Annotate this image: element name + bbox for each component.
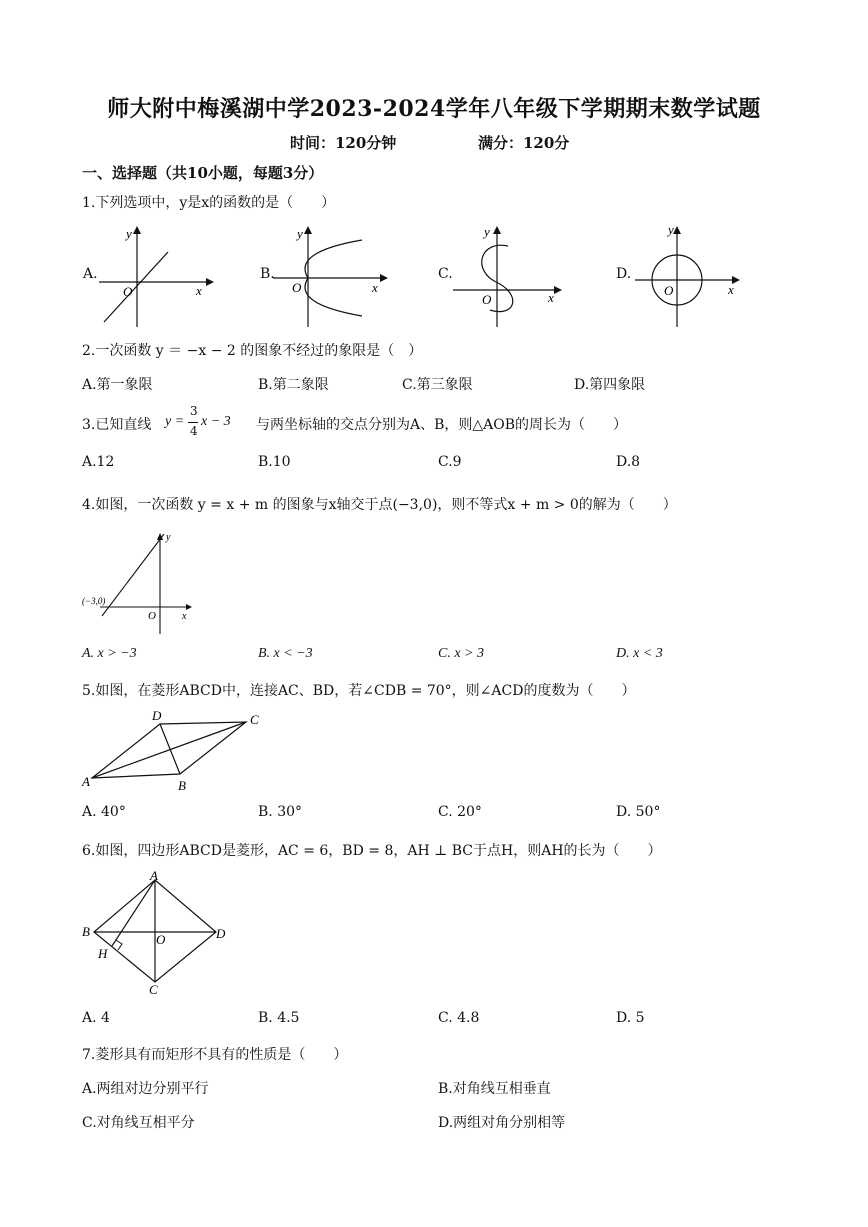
q1c-x-label: x [548, 290, 554, 305]
q5-label-b: B [178, 778, 186, 793]
q4-origin-label: O [148, 610, 156, 622]
q7-option-a: A.两组对边分别平行 [82, 1081, 209, 1097]
q4-point-label: (−3,0) [82, 596, 106, 606]
q6-option-b: B. 4.5 [258, 1010, 300, 1026]
q1-graph-d [632, 222, 744, 328]
q1-graph-b [270, 222, 390, 328]
q1-graph-c [450, 222, 570, 328]
q3-option-c: C.9 [438, 454, 462, 470]
q1-graph-a [96, 222, 216, 328]
q4-option-d: D. x < 3 [616, 646, 663, 661]
q3-fraction-numerator: 3 [190, 404, 198, 418]
q1c-origin-label: O [482, 292, 492, 307]
q1c-y-label: y [484, 224, 490, 239]
q7-option-b: B.对角线互相垂直 [438, 1081, 551, 1097]
q5-option-b: B. 30° [258, 804, 303, 820]
q5-option-d: D. 50° [616, 804, 661, 820]
q6-option-d: D. 5 [616, 1010, 645, 1026]
q6-label-c: C [149, 982, 158, 996]
q1-option-a-label: A. [83, 266, 98, 282]
q2-option-c: C.第三象限 [402, 377, 473, 393]
q1a-origin-label: O [123, 284, 133, 299]
q6-option-c: C. 4.8 [438, 1010, 480, 1026]
q5-stem: 5.如图，在菱形ABCD中，连接AC、BD，若∠CDB = 70°，则∠ACD的度数为（ ） [82, 683, 636, 699]
q1d-y-label: y [668, 222, 674, 237]
q3-equation-rest: x − 3 [201, 414, 231, 429]
q4-graph [80, 526, 200, 636]
q7-option-c: C.对角线互相平分 [82, 1115, 195, 1131]
q3-option-d: D.8 [616, 454, 641, 470]
q6-label-h: H [98, 946, 108, 961]
q3-option-a: A.12 [82, 454, 115, 470]
q1-stem: 1.下列选项中，y是x的函数的是（ ） [82, 195, 336, 211]
q6-label-d: D [216, 926, 226, 941]
q5-option-c: C. 20° [438, 804, 482, 820]
q6-label-o: O [156, 932, 166, 947]
q1b-y-label: y [297, 226, 303, 241]
q5-label-a: A [82, 774, 90, 789]
q3-stem-suffix: 与两坐标轴的交点分别为A、B，则△AOB的周长为（ ） [256, 417, 628, 433]
q4-y-label: y [166, 532, 171, 543]
q1a-x-label: x [196, 283, 202, 298]
q3-fraction-denominator: 4 [190, 424, 198, 438]
q1a-y-label: y [126, 226, 132, 241]
q5-option-a: A. 40° [82, 804, 126, 820]
q1d-origin-label: O [664, 283, 674, 298]
q5-rhombus-figure [78, 706, 278, 796]
q6-stem: 6.如图，四边形ABCD是菱形，AC = 6，BD = 8，AH ⊥ BC于点H，则AH的长为（ ） [82, 843, 662, 859]
q3-stem-prefix: 3.已知直线 [82, 417, 152, 433]
page-title: 师大附中梅溪湖中学2023-2024学年八年级下学期期末数学试题 [107, 96, 761, 122]
q1d-x-label: x [728, 282, 734, 297]
q6-rhombus-figure [76, 870, 246, 996]
q5-label-c: C [250, 712, 259, 727]
q1-option-c-label: C. [438, 266, 453, 282]
section-heading: 一、选择题（共10小题，每题3分） [82, 164, 324, 182]
q4-option-b: B. x < −3 [258, 646, 313, 661]
q5-label-d: D [152, 708, 162, 723]
q6-option-a: A. 4 [82, 1010, 110, 1026]
q2-option-d: D.第四象限 [574, 377, 646, 393]
q4-x-label: x [182, 611, 187, 622]
q1-option-d-label: D. [616, 266, 632, 282]
q7-option-d: D.两组对角分别相等 [438, 1115, 566, 1131]
q1b-x-label: x [372, 280, 378, 295]
q2-option-b: B.第二象限 [258, 377, 329, 393]
q4-option-a: A. x > −3 [82, 646, 137, 661]
q7-stem: 7.菱形具有而矩形不具有的性质是（ ） [82, 1047, 348, 1063]
q6-label-b: B [82, 924, 90, 939]
exam-time: 时间：120分钟 [290, 134, 397, 152]
q6-label-a: A [150, 870, 158, 883]
q1-option-b-label: B. [260, 266, 275, 282]
q3-option-b: B.10 [258, 454, 291, 470]
q3-fraction-bar [188, 422, 198, 423]
exam-score: 满分：120分 [478, 134, 570, 152]
q4-option-c: C. x > 3 [438, 646, 484, 661]
q4-stem: 4.如图，一次函数 y = x + m 的图象与x轴交于点(−3,0)，则不等式x + m > 0的解为（ ） [82, 497, 677, 513]
q2-option-a: A.第一象限 [82, 377, 153, 393]
q1b-origin-label: O [292, 280, 302, 295]
q2-stem: 2.一次函数 y ＝ −x − 2 的图象不经过的象限是（ ） [82, 343, 423, 359]
q3-equation-y: y = [165, 414, 185, 429]
